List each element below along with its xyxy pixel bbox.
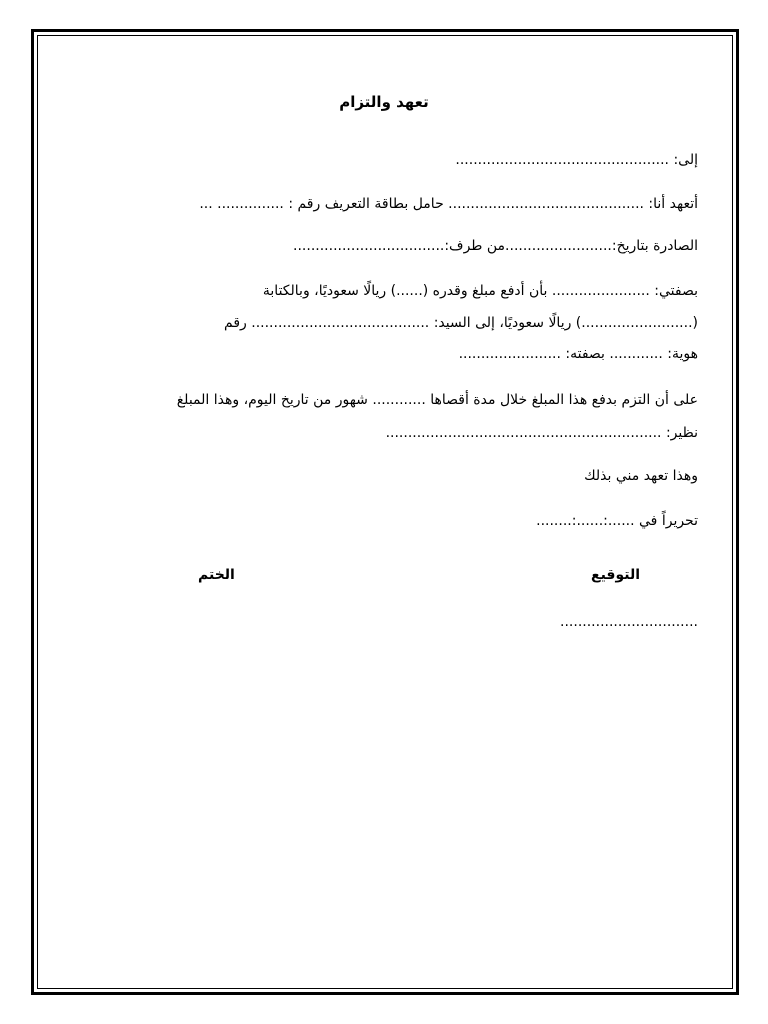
to-line: إلى: ................................................ <box>455 152 698 168</box>
signature-line: ............................... <box>560 614 698 630</box>
issued-line: الصادرة بتاريخ:........................من طرف:.................................. <box>293 238 698 254</box>
stamp-heading: الختم <box>198 567 235 583</box>
identity-line: هوية: ............ بصفته: ....................... <box>458 346 698 362</box>
commitment-line-1: على أن التزم بدفع هذا المبلغ خلال مدة أقصاها ............ شهور من تاريخ اليوم، وهذا المبلغ <box>176 392 698 408</box>
document-title: تعهد والتزام <box>339 93 429 111</box>
capacity-line-2: (.........................) ريالًا سعوديًا، إلى السيد: ........................................ رقم <box>224 315 698 331</box>
signature-heading: التوقيع <box>591 567 640 583</box>
undertake-line: أتعهد أنا: ............................................ حامل بطاقة التعريف رقم : ............... ... <box>199 196 698 212</box>
capacity-line-1: بصفتي: ...................... بأن أدفع مبلغ وقدره (......) ريالًا سعوديًا، وبالكتابة <box>262 283 698 299</box>
closing-line: وهذا تعهد مني بذلك <box>584 468 698 484</box>
dated-line: تحريراً في ......:......:........ <box>536 513 698 529</box>
commitment-line-2: نظير: .............................................................. <box>385 425 698 441</box>
